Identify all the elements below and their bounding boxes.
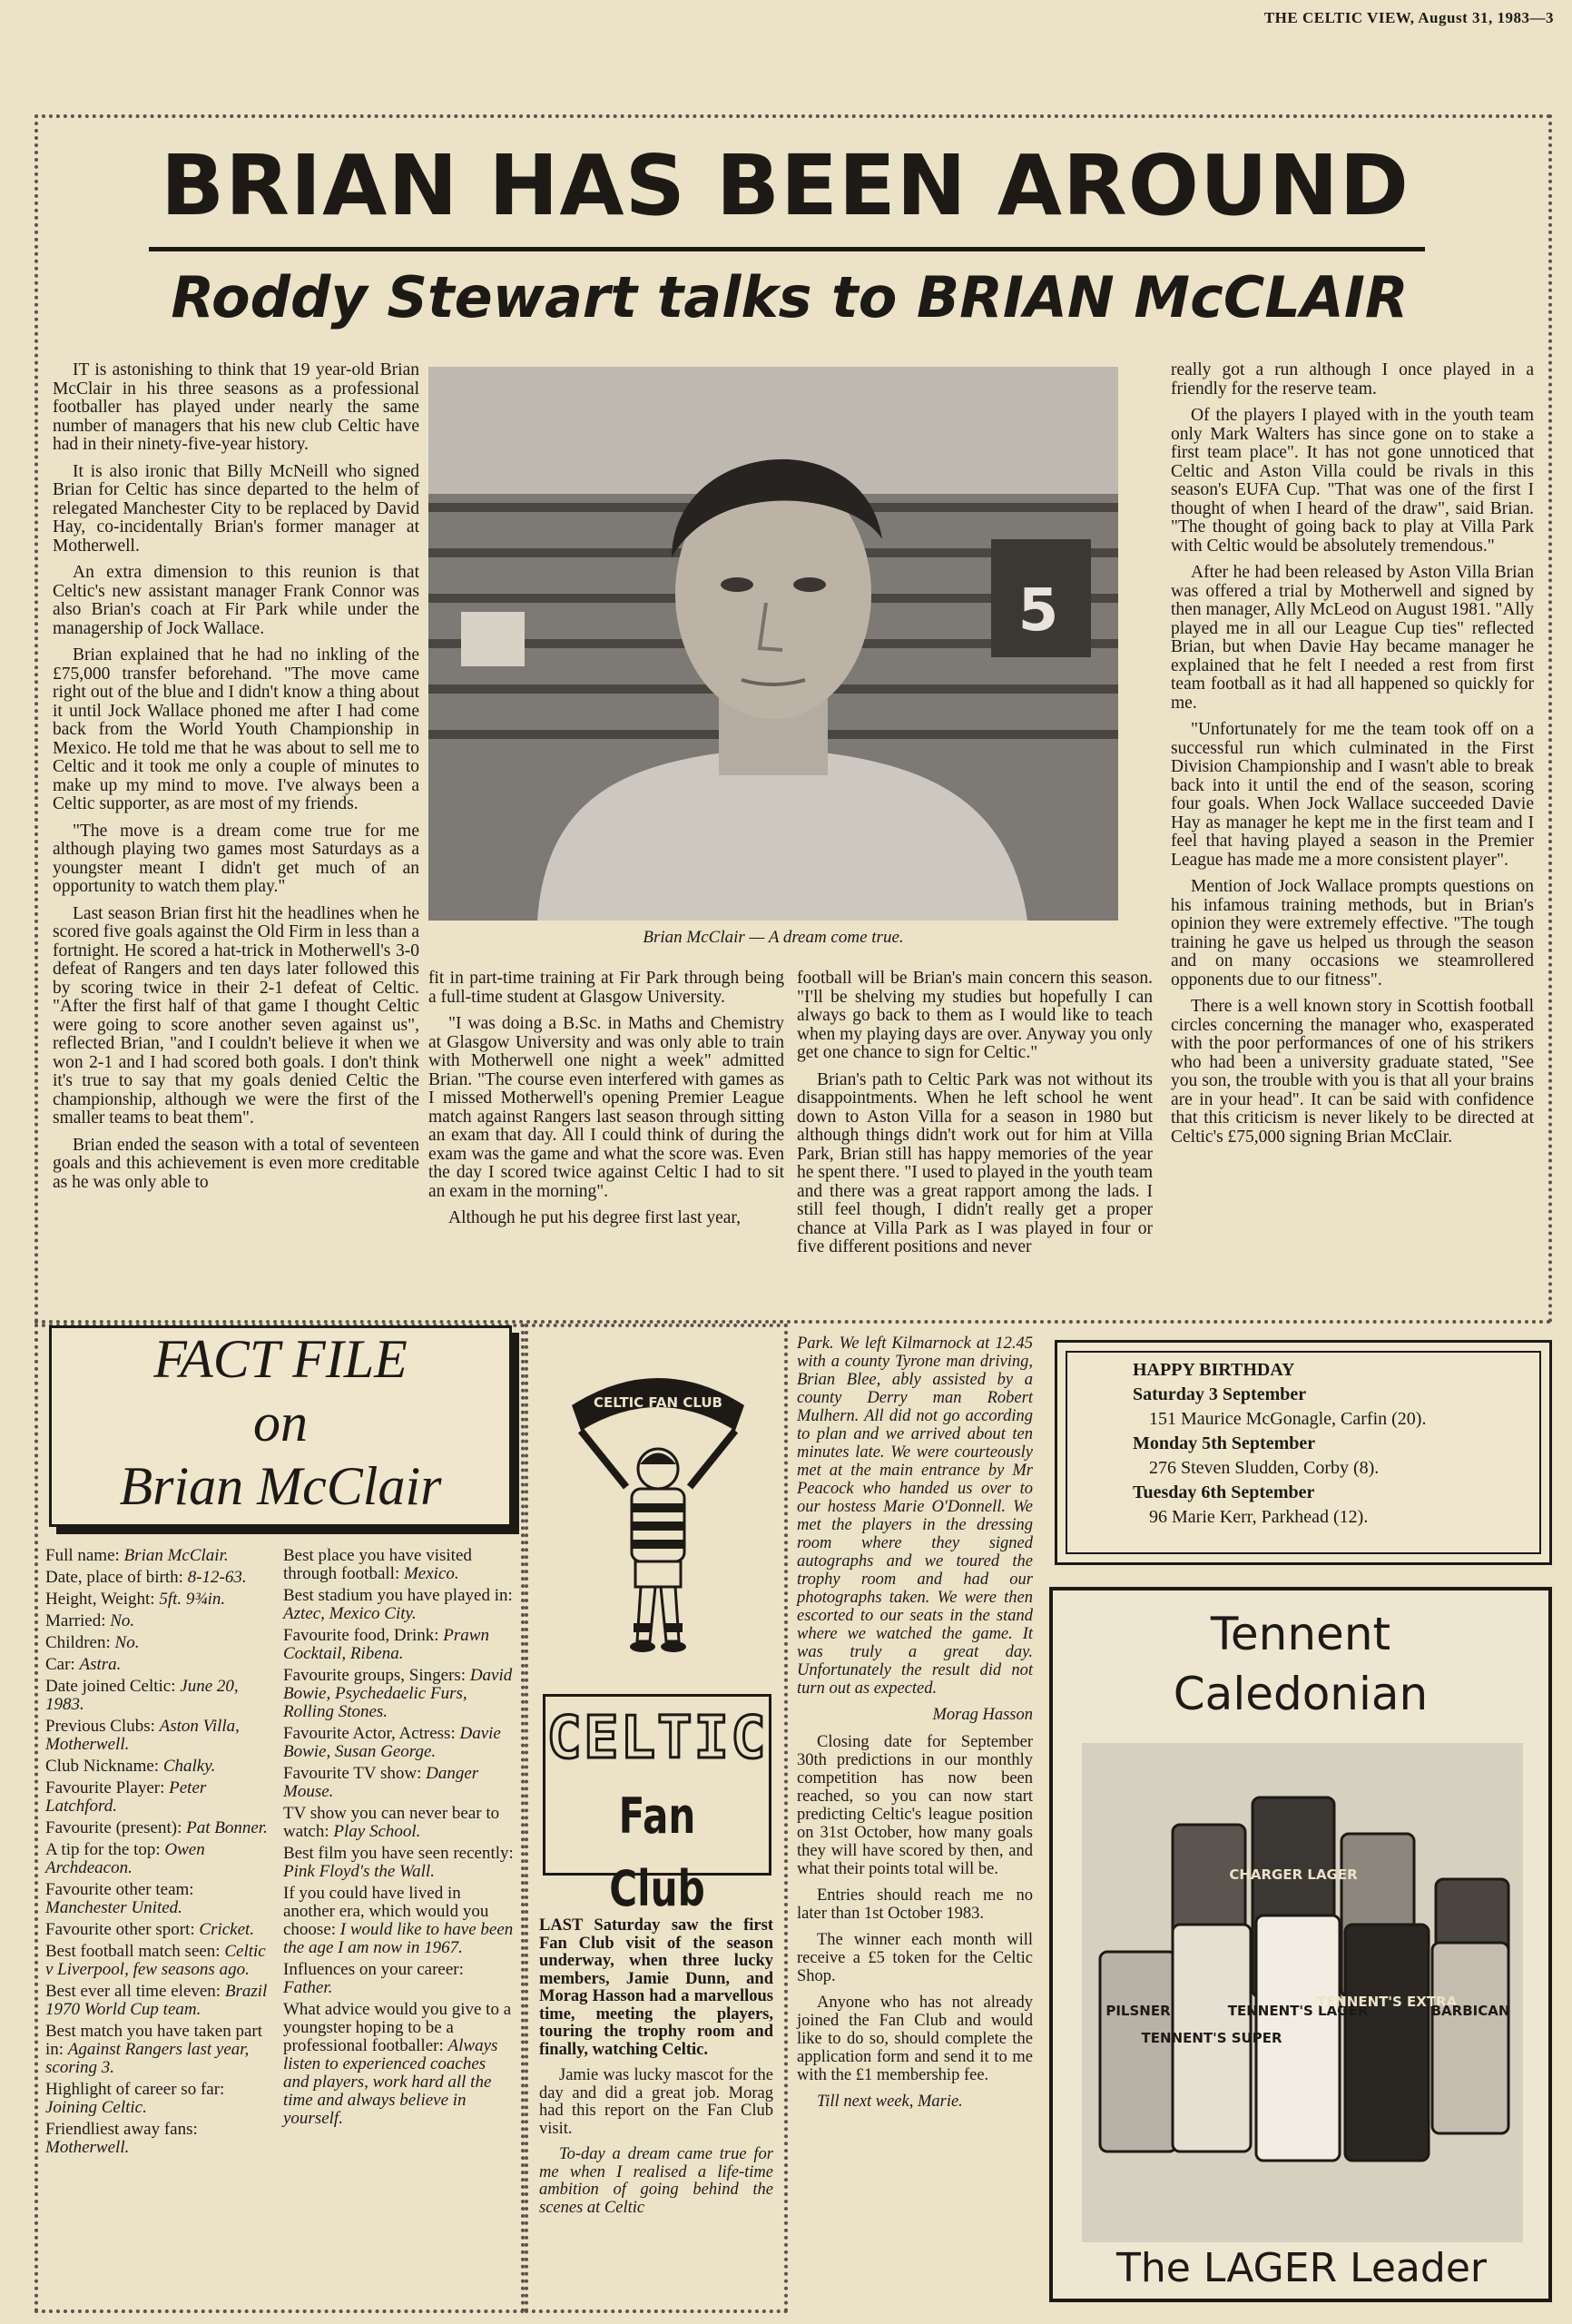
can-label: CHARGER LAGER: [1229, 1866, 1358, 1883]
scarf-text: CELTIC FAN CLUB: [594, 1394, 722, 1411]
fact-item: Favourite other team: Manchester United.: [45, 1880, 194, 1917]
fact-item: Best football match seen: Celtic v Liverpool, few seasons ago.: [45, 1942, 266, 1979]
fact-item: Favourite groups, Singers: David Bowie, Psychedaelic Furs, Rolling Stones.: [283, 1666, 513, 1721]
stand-number: 5: [1017, 577, 1059, 645]
article-paragraph: Brian explained that he had no inkling of the £75,000 transfer beforehand. "The move came right out of the blue and I didn't know a thing about it until Jock Wallace phoned me after I had come back from the World Youth Championship in Mexico. He told me that he was about to sell me to Celtic and it took me only a couple of minutes to make up my mind to move. I've always been a Celtic supporter, as are most of my friends.: [53, 645, 419, 813]
fact-item: Date, place of birth: 8-12-63.: [45, 1568, 247, 1587]
article-paragraph: Last season Brian first hit the headlines when he scored five goals against the Old Firm in less than a fortnight. He scored a hat-trick in Motherwell's 3-0 defeat of Rangers and ten days later followed this by scoring twice in their 2-1 defeat of Celtic. "After the first half of that game I thought Celtic were going to score another seven against us", reflected Brian, "and I couldn't believe it when we won 2-1 and I had scored both goals. I don't think it's true to say that my goals denied Celtic the championship, although we were the first of the smaller teams to beat them".: [53, 903, 419, 1128]
fan-club-paragraph: Anyone who has not already joined the Fan Club and would like to do so, should complete the application form and send it to me with the £1 membership fee.: [797, 1993, 1033, 2084]
birthday-entry: 96 Marie Kerr, Parkhead (12).: [1149, 1507, 1369, 1527]
photo-caption: Brian McClair — A dream come true.: [643, 928, 904, 947]
fact-item: Best film you have seen recently: Pink Floyd's the Wall.: [283, 1844, 514, 1881]
birthday-day: Monday 5th September: [1133, 1433, 1316, 1453]
fact-item: Favourite other sport: Cricket.: [45, 1920, 255, 1939]
article-paragraph: There is a well known story in Scottish football circles concerning the manager who, exasperated with the poor performances of one of his strikers who had been a university graduate stated, "See you son, the trouble with you is that all your brains are in your head". It can be said with confidence that this criticism is never likely to be directed at Celtic's £75,000 signing Brian McClair.: [1171, 997, 1534, 1147]
article-paragraph: IT is astonishing to think that 19 year-old Brian McClair in his three seasons as a professional footballer has played under nearly the same number of managers that his new club Celtic have had in their ninety-five-year history.: [53, 360, 419, 454]
fact-file-title-line: Brian McClair: [119, 1456, 442, 1516]
fan-club-paragraph: Jamie was lucky mascot for the day and did a great job. Morag had this report on the Fan Club visit.: [539, 2066, 773, 2138]
can-label: PILSNER: [1105, 2003, 1171, 2019]
fan-club-column-1: [539, 1917, 773, 2225]
fact-item: Club Nickname: Chalky.: [45, 1757, 216, 1776]
fan-club-paragraph: The winner each month will receive a £5 token for the Celtic Shop.: [797, 1930, 1033, 1985]
fact-item: Married: No.: [45, 1611, 135, 1630]
fact-item: Favourite food, Drink: Prawn Cocktail, Ribena.: [283, 1626, 489, 1663]
ad-brand-line2: Caledonian: [1173, 1668, 1429, 1720]
fan-club-column-2: [797, 1334, 1033, 2119]
fan-club-lead: LAST Saturday saw the first Fan Club visit of the season underway, when three lucky members, Jamie Dunn, and Morag Hasson had a marvellous time, meeting the players, touring the trophy room and finally, watching Celtic.: [539, 1916, 773, 2059]
birthday-entry: 151 Maurice McGonagle, Carfin (20).: [1149, 1409, 1427, 1429]
article-column-3: [797, 970, 1153, 1265]
fan-club-logo-line1: CELTIC: [546, 1705, 768, 1772]
fact-item: Favourite TV show: Danger Mouse.: [283, 1764, 479, 1801]
fact-item: Friendliest away fans: Motherwell.: [45, 2120, 198, 2157]
fan-club-paragraph: Closing date for September 30th predictions in our monthly competition has now been reached, so you can now start predicting Celtic's league position on 31st October, how many goals they will have scored by then, and what their points total will be.: [797, 1732, 1033, 1878]
can-label: TENNENT'S EXTRA: [1316, 1994, 1458, 2010]
article-paragraph: really got a run although I once played in a friendly for the reserve team.: [1171, 360, 1534, 399]
article-paragraph: It is also ironic that Billy McNeill who signed Brian for Celtic has since departed to the helm of relegated Manchester City to be replaced by David Hay, co-incidentally Brian's former manager at Motherwell.: [53, 461, 419, 556]
fan-club-signature: Morag Hasson: [932, 1706, 1033, 1724]
fan-club-logo-line2: Fan Club: [609, 1787, 705, 1917]
birthday-entry: 276 Steven Sludden, Corby (8).: [1149, 1458, 1380, 1478]
fact-file-right-column: [283, 1547, 516, 2132]
article-paragraph: "Unfortunately for me the team took off on a successful run which culminated in the First Division Championship and I wasn't able to break back into it until the end of the season, scoring four goals. When Jock Wallace succeeded Davie Hay as manager he kept me in the first team and I feel that having played a season in the Premier League has made me a more consistent player".: [1171, 720, 1534, 870]
fact-item: If you could have lived in another era, which would you choose: I would like to have been the age I am now in 1967.: [283, 1884, 514, 1957]
fan-club-mascot-illustration: [545, 1351, 771, 1669]
article-paragraph: football will be Brian's main concern this season. "I'll be shelving my studies but hopefully I can always go back to them as I would like to teach when my playing days are over. Anyway you only get one chance to sign for Celtic.": [797, 969, 1153, 1062]
fact-item: Best stadium you have played in: Aztec, Mexico City.: [283, 1586, 513, 1623]
fact-item: Height, Weight: 5ft. 9¾in.: [45, 1590, 226, 1609]
birthday-list: [1133, 1358, 1532, 1530]
birthday-day: Tuesday 6th September: [1133, 1482, 1315, 1502]
article-column-4: [1171, 361, 1534, 1155]
article-paragraph: "The move is a dream come true for me although playing two games most Saturdays as a youngster meant I didn't get much of an opportunity to watch them play.": [53, 821, 419, 896]
lager-cans-photo: [1082, 1743, 1523, 2251]
fact-file-left-column: [45, 1547, 270, 2161]
fact-item: Favourite Actor, Actress: Davie Bowie, Susan George.: [283, 1724, 501, 1761]
fact-item: Children: No.: [45, 1633, 140, 1652]
fact-item: Best ever all time eleven: Brazil 1970 World Cup team.: [45, 1982, 268, 2019]
fact-item: A tip for the top: Owen Archdeacon.: [45, 1840, 205, 1877]
birthday-day: Saturday 3 September: [1133, 1384, 1307, 1404]
fact-item: Favourite (present): Pat Bonner.: [45, 1818, 268, 1837]
article-paragraph: fit in part-time training at Fir Park through being a full-time student at Glasgow University.: [428, 969, 784, 1007]
can-label: TENNENT'S LAGER: [1227, 2003, 1369, 2019]
running-head: THE CELTIC VIEW, August 31, 1983—3: [1263, 9, 1554, 26]
fan-club-signoff: Till next week, Marie.: [817, 2092, 963, 2111]
article-paragraph: "I was doing a B.Sc. in Maths and Chemistry at Glasgow University and was only able to train with Motherwell one night a week" admitted Brian. "The course even interfered with games as I missed Motherwell's opening Premier League match against Rangers last season through sitting an exam that day. All I could think of during the exam was the game and what the score was. Even the day I scored twice against Celtic I had to sit an exam in the morning".: [428, 1014, 784, 1201]
subheadline: Roddy Stewart talks to BRIAN McCLAIR: [171, 264, 1409, 330]
fact-item: Favourite Player: Peter Latchford.: [45, 1778, 207, 1816]
fan-club-report: To-day a dream came true for me when I realised a life-time ambition of going behind the scenes at Celtic: [539, 2145, 773, 2217]
article-paragraph: Brian ended the season with a total of seventeen goals and this achievement is even more creditable as he was only able to: [53, 1135, 419, 1192]
fact-item: Full name: Brian McClair.: [45, 1546, 229, 1565]
article-paragraph: An extra dimension to this reunion is that Celtic's new assistant manager Frank Connor was also Brian's coach at Fir Park while under the managership of Jock Wallace.: [53, 563, 419, 638]
article-paragraph: After he had been released by Aston Villa Brian was offered a trial by Motherwell and signed by then manager, Ally McLeod on August 1981. "Ally played me in all our League Cup ties" reflected Brian, but when Davie Hay became manager he explained that he felt I needed a rest from first team football as it had all happened so quickly for me.: [1171, 563, 1534, 713]
brian-mcclair-photo: [428, 367, 1118, 921]
fact-item: Best place you have visited through football: Mexico.: [283, 1546, 472, 1583]
fact-item: Car: Astra.: [45, 1655, 122, 1674]
fact-file-title-line: on: [253, 1393, 308, 1452]
fact-item: Best match you have taken part in: Against Rangers last year, scoring 3.: [45, 2022, 263, 2077]
article-paragraph: Mention of Jock Wallace prompts questions on his infamous training methods, but in Brian's opinion they were extremely effective. "The tough training he gave us helped us through the season and on many occasions we steamrollered opponents due to our fitness".: [1171, 877, 1534, 990]
fan-club-report: Park. We left Kilmarnock at 12.45 with a county Tyrone man driving, Brian Blee, ably assisted by a county Derry man Robert Mulhern. All did not go according to plan and we arrived about ten minutes late. We were courteously met at the main entrance by Mr Peacock who handed us over to our hostess Marie O'Donnell. We met the players in the dressing room where they signed autographs and we toured the trophy room and had our photographs taken. We were then escorted to our seats in the stand where we watched the game. It was truly a great day. Unfortunately the result did not turn out as expected.: [797, 1334, 1033, 1698]
fact-item: Highlight of career so far: Joining Celtic.: [45, 2080, 225, 2117]
fact-item: Influences on your career: Father.: [283, 1960, 464, 1997]
fan-club-paragraph: Entries should reach me no later than 1st October 1983.: [797, 1886, 1033, 1923]
headline-rule: [149, 247, 1425, 251]
fan-club-logo: [543, 1694, 771, 1917]
article-column-1: [53, 361, 419, 1200]
can-label: BARBICAN: [1430, 2003, 1510, 2019]
ad-tagline: The LAGER Leader: [1056, 2242, 1547, 2295]
fact-file-title-line: FACT FILE: [153, 1329, 408, 1389]
article-paragraph: Of the players I played with in the youth team only Mark Walters has since gone on to stake a first team place". It has not gone unnoticed that Celtic and Aston Villa could be rivals in this season's EUFA Cup. "That was one of the first I thought of when I heard of the draw", said Brian. "The thought of going back to play at Villa Park with Celtic would be absolutely tremendous.": [1171, 406, 1534, 556]
fact-file-title: [49, 1327, 512, 1518]
article-column-2: [428, 970, 784, 1236]
ad-brand-line1: Tennent: [1210, 1608, 1391, 1660]
headline: BRIAN HAS BEEN AROUND: [160, 137, 1410, 234]
fact-item: Previous Clubs: Aston Villa, Motherwell.: [45, 1717, 240, 1754]
birthday-title: HAPPY BIRTHDAY: [1133, 1360, 1295, 1380]
fact-item: TV show you can never bear to watch: Play School.: [283, 1804, 500, 1841]
fact-item: What advice would you give to a youngster hoping to be a professional footballer: Always listen to experienced coaches and players, work hard all the time and always believe in yourself.: [283, 2000, 512, 2128]
article-paragraph: Although he put his degree first last year,: [448, 1208, 741, 1227]
can-label: TENNENT'S SUPER: [1141, 2030, 1282, 2046]
fact-item: Date joined Celtic: June 20, 1983.: [45, 1677, 239, 1714]
article-paragraph: Brian's path to Celtic Park was not without its disappointments. When he left school he went down to Aston Villa for a season in 1980 but although things didn't work out for him at Villa Park, Brian still has happy memories of the year he spent there. "I used to played in the youth team and there was a great rapport among the lads. I still feel though, I didn't really get a proper chance at Villa Park as I was played in four or five different positions and never: [797, 1069, 1153, 1256]
